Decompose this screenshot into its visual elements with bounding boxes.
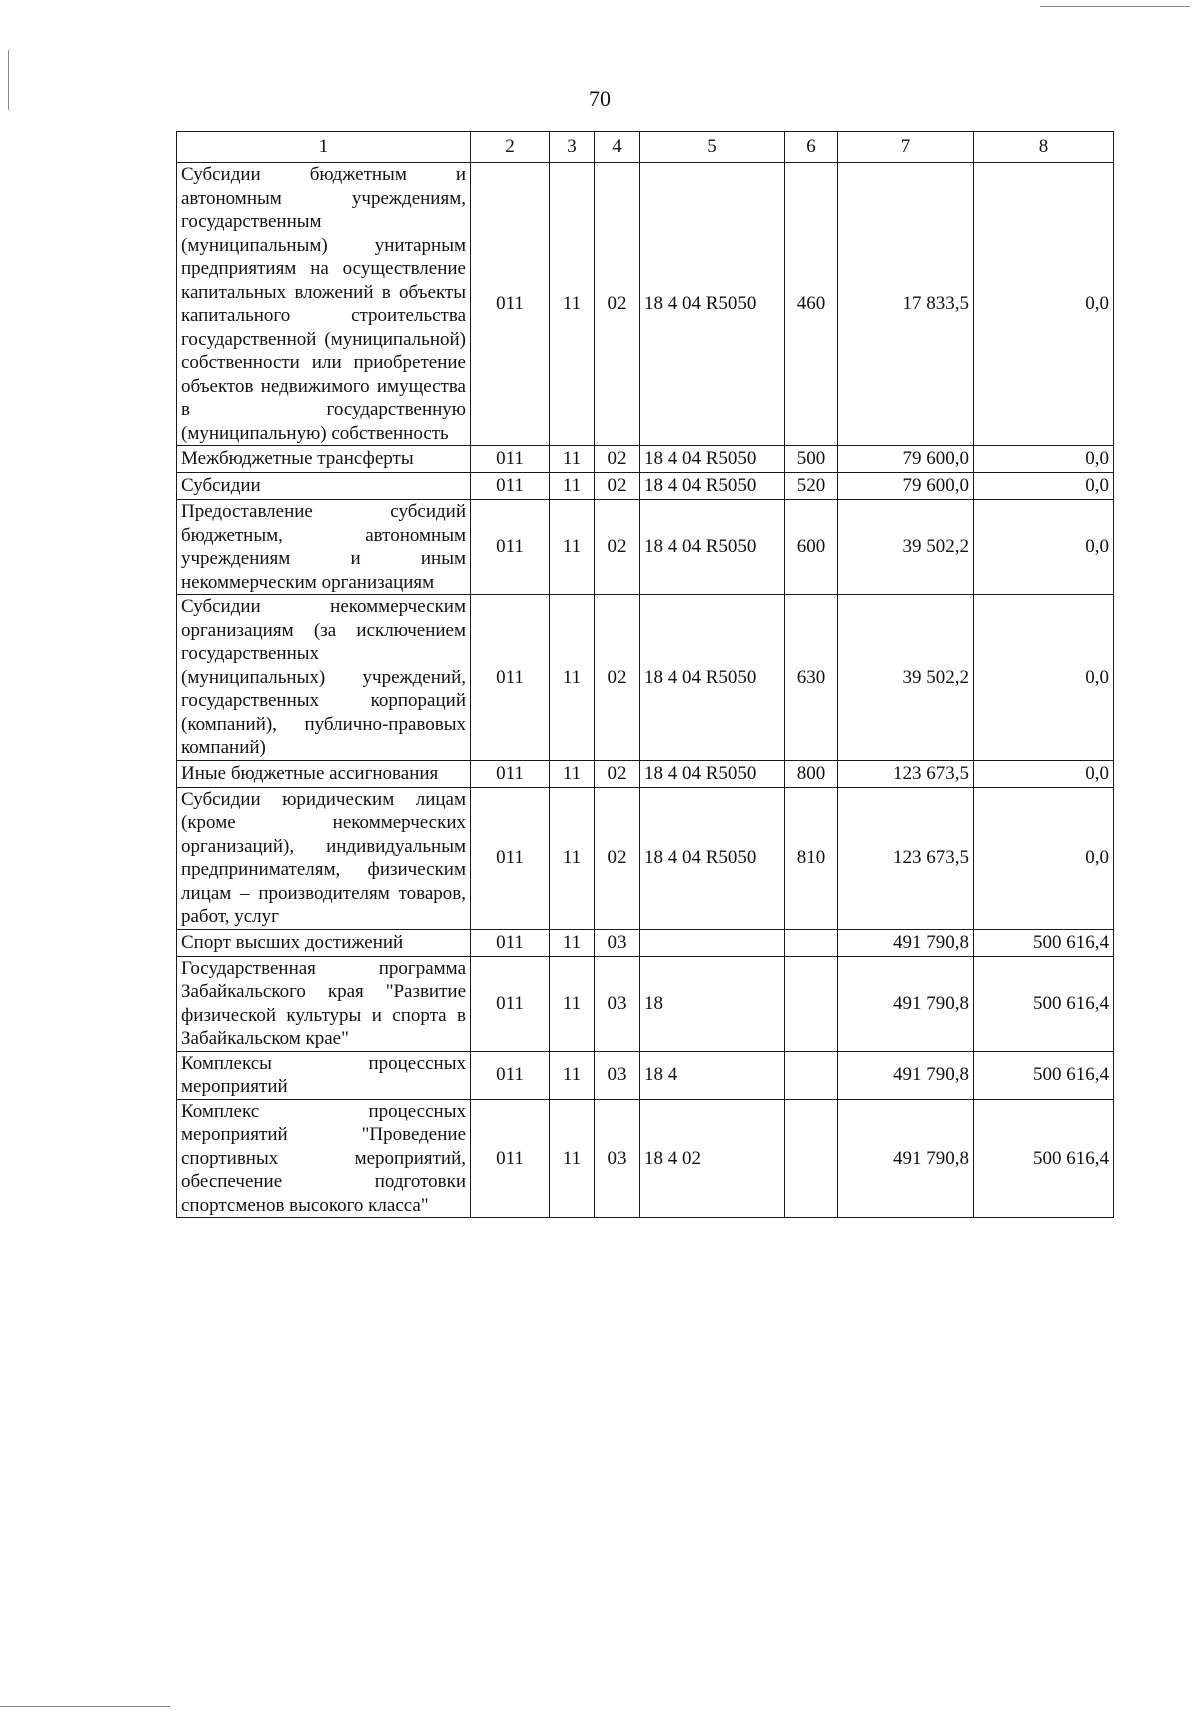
cell-section: 11 (550, 929, 595, 956)
row-name: Субсидии некоммерческим организациям (за исключением государственных (муниципальных) учреждений, государственных корпораций (компаний), публично-правовых компаний) (177, 595, 471, 761)
cell-expense-type (785, 1099, 838, 1218)
table-row (177, 956, 1114, 1051)
cell-expense-type: 460 (785, 163, 838, 446)
cell-section: 11 (550, 446, 595, 473)
cell-amount-7: 79 600,0 (838, 446, 974, 473)
cell-amount-7: 491 790,8 (838, 1051, 974, 1099)
page-number: 70 (589, 86, 611, 111)
row-name: Комплексы процессных мероприятий (177, 1051, 471, 1099)
cell-amount-8: 0,0 (974, 595, 1114, 761)
table-row (177, 1051, 1114, 1099)
cell-subsection: 02 (595, 500, 640, 595)
cell-section: 11 (550, 1099, 595, 1218)
cell-expense-type: 520 (785, 473, 838, 500)
row-name: Субсидии (177, 473, 471, 500)
cell-target-article: 18 4 02 (640, 1099, 785, 1218)
cell-amount-7: 79 600,0 (838, 473, 974, 500)
col-header-7: 7 (838, 132, 974, 163)
cell-amount-8: 0,0 (974, 163, 1114, 446)
cell-amount-7: 491 790,8 (838, 929, 974, 956)
table-row (177, 929, 1114, 956)
cell-subsection: 03 (595, 1099, 640, 1218)
cell-amount-8: 0,0 (974, 787, 1114, 929)
cell-subsection: 02 (595, 760, 640, 787)
cell-amount-8: 500 616,4 (974, 1051, 1114, 1099)
cell-section: 11 (550, 1051, 595, 1099)
cell-subsection: 03 (595, 929, 640, 956)
cell-ministry: 011 (471, 595, 550, 761)
cell-section: 11 (550, 760, 595, 787)
table-row (177, 1099, 1114, 1218)
cell-ministry: 011 (471, 473, 550, 500)
cell-ministry: 011 (471, 929, 550, 956)
table-row (177, 163, 1114, 446)
cell-subsection: 03 (595, 956, 640, 1051)
cell-amount-8: 0,0 (974, 500, 1114, 595)
cell-expense-type (785, 1051, 838, 1099)
col-header-2: 2 (471, 132, 550, 163)
cell-amount-7: 123 673,5 (838, 787, 974, 929)
cell-target-article: 18 4 04 R5050 (640, 473, 785, 500)
cell-expense-type: 630 (785, 595, 838, 761)
cell-target-article (640, 929, 785, 956)
scan-line-left-edge (8, 50, 9, 110)
col-header-3: 3 (550, 132, 595, 163)
row-name: Комплекс процессных мероприятий "Проведение спортивных мероприятий, обеспечение подготовки спортсменов высокого класса" (177, 1099, 471, 1218)
cell-amount-7: 39 502,2 (838, 595, 974, 761)
row-name: Межбюджетные трансферты (177, 446, 471, 473)
cell-subsection: 02 (595, 446, 640, 473)
row-name: Субсидии бюджетным и автономным учреждениям, государственным (муниципальным) унитарным предприятиям на осуществление капитальных вложений в объекты капитального строительства государственной (муниципальной) собственности или приобретение объектов недвижимого имущества в государственную (муниципальную) собственность (177, 163, 471, 446)
col-header-1: 1 (177, 132, 471, 163)
row-name: Субсидии юридическим лицам (кроме некоммерческих организаций), индивидуальным предпринимателям, физическим лицам – производителям товаров, работ, услуг (177, 787, 471, 929)
header-row (177, 132, 1114, 163)
scan-line-top-right (1040, 6, 1190, 7)
scan-line-bottom-left (0, 1706, 170, 1707)
cell-section: 11 (550, 956, 595, 1051)
cell-target-article: 18 4 04 R5050 (640, 500, 785, 595)
cell-section: 11 (550, 595, 595, 761)
cell-amount-8: 0,0 (974, 760, 1114, 787)
col-header-5: 5 (640, 132, 785, 163)
cell-section: 11 (550, 473, 595, 500)
cell-amount-7: 123 673,5 (838, 760, 974, 787)
cell-target-article: 18 4 04 R5050 (640, 446, 785, 473)
cell-subsection: 03 (595, 1051, 640, 1099)
table-row (177, 760, 1114, 787)
cell-target-article: 18 4 (640, 1051, 785, 1099)
cell-amount-7: 17 833,5 (838, 163, 974, 446)
cell-section: 11 (550, 787, 595, 929)
cell-target-article: 18 (640, 956, 785, 1051)
cell-expense-type: 500 (785, 446, 838, 473)
table-row (177, 787, 1114, 929)
row-name: Государственная программа Забайкальского края "Развитие физической культуры и спорта в Забайкальском крае" (177, 956, 471, 1051)
table-row (177, 446, 1114, 473)
cell-subsection: 02 (595, 595, 640, 761)
table-row (177, 595, 1114, 761)
cell-amount-7: 39 502,2 (838, 500, 974, 595)
cell-ministry: 011 (471, 446, 550, 473)
cell-amount-7: 491 790,8 (838, 956, 974, 1051)
cell-amount-8: 0,0 (974, 446, 1114, 473)
cell-subsection: 02 (595, 787, 640, 929)
col-header-4: 4 (595, 132, 640, 163)
cell-amount-8: 0,0 (974, 473, 1114, 500)
col-header-8: 8 (974, 132, 1114, 163)
table-row (177, 500, 1114, 595)
cell-ministry: 011 (471, 163, 550, 446)
cell-subsection: 02 (595, 163, 640, 446)
cell-target-article: 18 4 04 R5050 (640, 787, 785, 929)
table-row (177, 473, 1114, 500)
cell-ministry: 011 (471, 1051, 550, 1099)
row-name: Спорт высших достижений (177, 929, 471, 956)
row-name: Предоставление субсидий бюджетным, автономным учреждениям и иным некоммерческим организациям (177, 500, 471, 595)
cell-section: 11 (550, 163, 595, 446)
cell-ministry: 011 (471, 956, 550, 1051)
cell-ministry: 011 (471, 500, 550, 595)
cell-expense-type: 800 (785, 760, 838, 787)
cell-expense-type (785, 956, 838, 1051)
cell-expense-type: 810 (785, 787, 838, 929)
budget-table (176, 131, 1114, 1218)
cell-section: 11 (550, 500, 595, 595)
cell-amount-8: 500 616,4 (974, 1099, 1114, 1218)
cell-amount-8: 500 616,4 (974, 956, 1114, 1051)
cell-target-article: 18 4 04 R5050 (640, 760, 785, 787)
cell-expense-type: 600 (785, 500, 838, 595)
cell-target-article: 18 4 04 R5050 (640, 595, 785, 761)
cell-ministry: 011 (471, 787, 550, 929)
col-header-6: 6 (785, 132, 838, 163)
cell-expense-type (785, 929, 838, 956)
cell-ministry: 011 (471, 760, 550, 787)
cell-amount-7: 491 790,8 (838, 1099, 974, 1218)
cell-subsection: 02 (595, 473, 640, 500)
cell-amount-8: 500 616,4 (974, 929, 1114, 956)
cell-target-article: 18 4 04 R5050 (640, 163, 785, 446)
cell-ministry: 011 (471, 1099, 550, 1218)
row-name: Иные бюджетные ассигнования (177, 760, 471, 787)
